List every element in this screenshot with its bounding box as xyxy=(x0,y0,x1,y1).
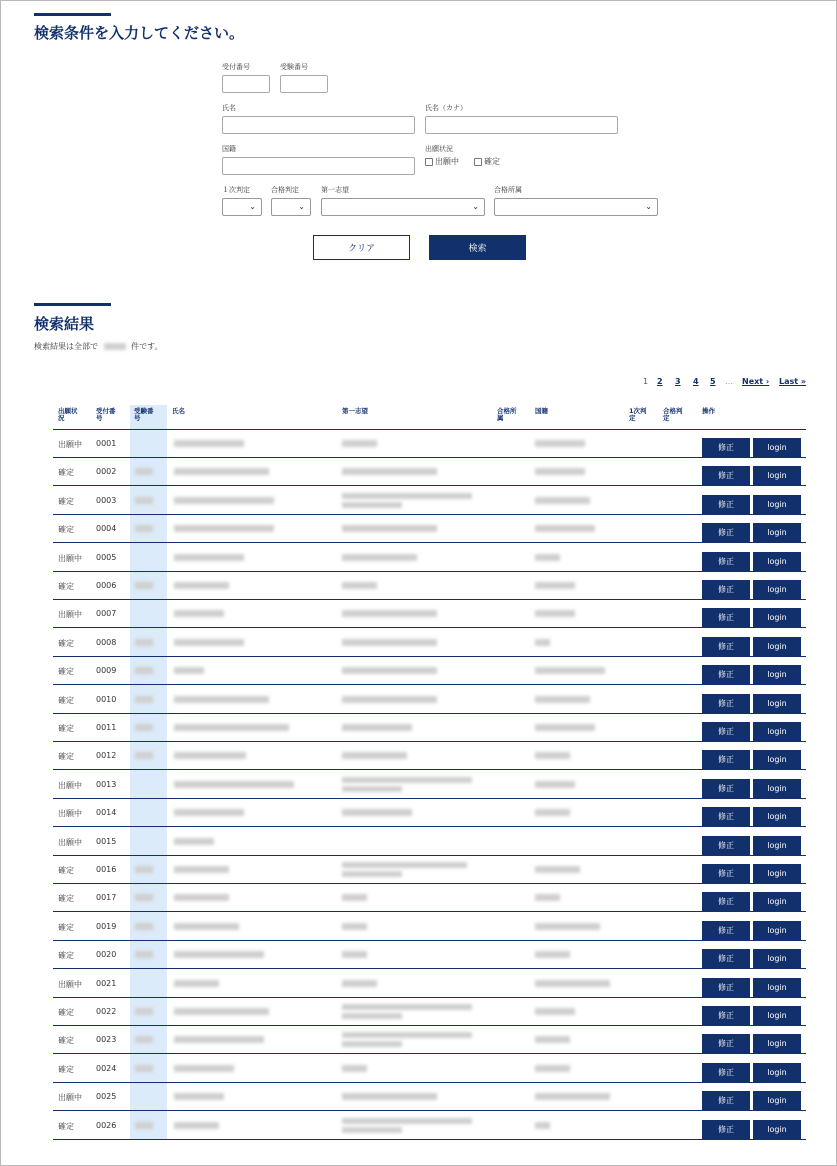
row-name-redacted xyxy=(174,1093,224,1100)
row-nationality-redacted xyxy=(535,781,575,788)
edit-button[interactable]: 修正 xyxy=(702,466,750,485)
name-input[interactable] xyxy=(222,116,415,134)
pass-affiliation-label: 合格所属 xyxy=(494,186,522,194)
row-first-choice-redacted xyxy=(342,1093,437,1100)
row-status: 確定 xyxy=(58,638,74,648)
row-exam-no-redacted xyxy=(135,752,153,759)
row-status: 出願中 xyxy=(58,809,82,819)
edit-button[interactable]: 修正 xyxy=(702,552,750,571)
row-name-redacted xyxy=(174,440,244,447)
row-first-choice-redacted xyxy=(342,610,437,617)
login-button[interactable]: login xyxy=(753,637,801,656)
row-nationality-redacted xyxy=(535,1008,575,1015)
edit-button[interactable]: 修正 xyxy=(702,1091,750,1110)
row-nationality-redacted xyxy=(535,1065,570,1072)
row-name-redacted xyxy=(174,838,214,845)
row-exam-no-redacted xyxy=(135,696,153,703)
row-nationality-redacted xyxy=(535,923,600,930)
row-first-choice-redacted xyxy=(342,1032,472,1038)
row-first-choice-redacted xyxy=(342,639,437,646)
status-label: 出願状況 xyxy=(425,145,453,153)
row-status: 確定 xyxy=(58,724,74,733)
row-nationality-redacted xyxy=(535,554,560,561)
edit-button[interactable]: 修正 xyxy=(702,722,750,741)
row-reception-no: 0023 xyxy=(96,1035,117,1045)
row-status: 確定 xyxy=(58,1121,74,1131)
login-button[interactable]: login xyxy=(753,1006,801,1025)
login-button[interactable]: login xyxy=(753,694,801,713)
page-ellipsis: … xyxy=(725,377,733,386)
row-name-redacted xyxy=(174,951,264,958)
row-nationality-redacted xyxy=(535,809,570,816)
row-name-redacted xyxy=(174,1065,234,1072)
edit-button[interactable]: 修正 xyxy=(702,523,750,542)
page-link-2[interactable]: 2 xyxy=(657,377,663,386)
row-exam-no-redacted xyxy=(135,951,153,958)
row-name-redacted xyxy=(174,639,244,646)
login-button[interactable]: login xyxy=(753,1063,801,1082)
row-status: 確定 xyxy=(58,468,74,478)
table-row xyxy=(53,970,806,998)
edit-button[interactable]: 修正 xyxy=(702,1006,750,1025)
row-status: 確定 xyxy=(58,951,74,961)
row-name-redacted xyxy=(174,667,204,674)
col-exam-no: 受験番号 xyxy=(134,407,154,422)
row-reception-no: 0004 xyxy=(96,524,117,534)
row-nationality-redacted xyxy=(535,696,590,703)
status-checkbox-confirmed-label: 確定 xyxy=(484,157,500,166)
row-status: 確定 xyxy=(58,752,74,762)
search-title: 検索条件を入力してください。 xyxy=(34,24,245,42)
login-button[interactable]: login xyxy=(753,608,801,627)
row-name-redacted xyxy=(174,923,239,930)
table-row xyxy=(53,714,806,742)
col-first-judge: 1次判定 xyxy=(629,407,647,422)
summary-prefix: 検索結果は全部で xyxy=(34,342,98,351)
row-reception-no: 0005 xyxy=(96,552,117,562)
edit-button[interactable]: 修正 xyxy=(702,949,750,968)
row-reception-no: 0015 xyxy=(96,836,117,846)
row-nationality-redacted xyxy=(535,639,550,646)
chevron-down-icon: ⌄ xyxy=(472,202,479,211)
table-row xyxy=(53,629,806,657)
page-link-4[interactable]: 4 xyxy=(693,377,699,386)
row-exam-no-redacted xyxy=(135,1122,153,1129)
results-table-header xyxy=(53,405,806,430)
exam-no-input[interactable] xyxy=(280,75,328,93)
row-name-redacted xyxy=(174,1036,264,1043)
col-first-choice: 第一志望 xyxy=(342,407,368,415)
table-row xyxy=(53,941,806,969)
row-reception-no: 0003 xyxy=(96,495,117,505)
reception-no-label: 受付番号 xyxy=(222,63,250,71)
row-exam-no-redacted xyxy=(135,923,153,930)
row-status: 出願中 xyxy=(58,553,82,563)
row-status: 出願中 xyxy=(58,979,82,989)
login-button[interactable]: login xyxy=(753,722,801,741)
name-label: 氏名 xyxy=(222,104,236,112)
row-name-redacted xyxy=(174,525,274,532)
row-nationality-redacted xyxy=(535,980,610,987)
row-name-redacted xyxy=(174,582,229,589)
row-name-redacted xyxy=(174,1122,219,1129)
row-first-choice-redacted xyxy=(342,923,367,930)
login-button[interactable]: login xyxy=(753,438,801,457)
row-status: 確定 xyxy=(58,1008,74,1017)
edit-button[interactable]: 修正 xyxy=(702,750,750,769)
row-exam-no-redacted xyxy=(135,468,153,475)
table-row xyxy=(53,799,806,827)
row-status: 出願中 xyxy=(58,780,82,790)
row-exam-no-redacted xyxy=(135,525,153,532)
row-status: 確定 xyxy=(58,866,74,875)
row-first-choice-redacted xyxy=(342,951,367,958)
results-summary xyxy=(34,341,162,352)
row-first-choice-redacted xyxy=(342,724,412,731)
row-name-redacted xyxy=(174,497,274,504)
results-title: 検索結果 xyxy=(34,315,95,333)
row-exam-no-redacted xyxy=(135,582,153,589)
row-nationality-redacted xyxy=(535,1036,570,1043)
row-first-choice-redacted xyxy=(342,493,472,499)
row-name-redacted xyxy=(174,894,229,901)
row-first-choice-redacted xyxy=(342,582,377,589)
row-nationality-redacted xyxy=(535,951,570,958)
login-button[interactable]: login xyxy=(753,892,801,911)
row-status: 確定 xyxy=(58,1036,74,1046)
row-reception-no: 0007 xyxy=(96,609,117,619)
row-first-choice-redacted xyxy=(342,667,437,674)
row-first-choice-redacted xyxy=(342,468,437,475)
row-name-redacted xyxy=(174,724,289,731)
row-exam-no-redacted xyxy=(135,497,153,504)
row-reception-no: 0009 xyxy=(96,666,117,676)
reception-no-input[interactable] xyxy=(222,75,270,93)
row-name-redacted xyxy=(174,1008,269,1015)
search-button[interactable]: 検索 xyxy=(429,235,526,260)
row-first-choice-redacted xyxy=(342,894,367,901)
row-first-choice-redacted xyxy=(342,1065,367,1072)
row-status: 確定 xyxy=(58,496,74,506)
row-nationality-redacted xyxy=(535,1093,610,1100)
col-status: 出願状況 xyxy=(58,407,78,422)
row-reception-no: 0008 xyxy=(96,637,117,647)
search-title-accent xyxy=(34,13,111,16)
table-row xyxy=(53,913,806,941)
row-exam-no-redacted xyxy=(135,724,153,731)
row-name-redacted xyxy=(174,554,244,561)
row-first-choice-redacted xyxy=(342,980,377,987)
col-reception-no: 受付番号 xyxy=(96,407,116,422)
clear-button[interactable]: クリア xyxy=(313,235,410,260)
page-link-3[interactable]: 3 xyxy=(675,377,681,386)
page-current: 1 xyxy=(643,377,649,386)
row-name-redacted xyxy=(174,610,224,617)
edit-button[interactable]: 修正 xyxy=(702,637,750,656)
edit-button[interactable]: 修正 xyxy=(702,1063,750,1082)
table-row xyxy=(53,1112,806,1140)
pagination xyxy=(637,377,807,389)
row-nationality-redacted xyxy=(535,667,605,674)
row-exam-no-redacted xyxy=(135,667,153,674)
row-name-redacted xyxy=(174,468,269,475)
first-choice-select[interactable] xyxy=(321,198,485,216)
row-reception-no: 0014 xyxy=(96,808,117,818)
login-button[interactable]: login xyxy=(753,466,801,485)
row-exam-no-redacted xyxy=(135,866,153,873)
row-status: 出願中 xyxy=(58,837,82,847)
edit-button[interactable]: 修正 xyxy=(702,921,750,940)
table-row xyxy=(53,828,806,856)
checkbox-box[interactable] xyxy=(425,158,433,166)
redacted-count xyxy=(104,343,126,350)
row-reception-no: 0017 xyxy=(96,893,117,903)
row-name-redacted xyxy=(174,696,269,703)
table-row xyxy=(53,600,806,628)
checkbox-box[interactable] xyxy=(474,158,482,166)
exam-no-label: 受験番号 xyxy=(280,63,308,71)
row-status: 出願中 xyxy=(58,440,82,449)
login-button[interactable]: login xyxy=(753,580,801,599)
edit-button[interactable]: 修正 xyxy=(702,1034,750,1053)
row-first-choice-redacted xyxy=(342,1127,402,1133)
table-row xyxy=(53,856,806,884)
row-first-choice-redacted xyxy=(342,554,417,561)
edit-button[interactable]: 修正 xyxy=(702,1120,750,1139)
row-nationality-redacted xyxy=(535,440,585,447)
edit-button[interactable]: 修正 xyxy=(702,694,750,713)
edit-button[interactable]: 修正 xyxy=(702,608,750,627)
row-name-redacted xyxy=(174,752,246,759)
edit-button[interactable]: 修正 xyxy=(702,978,750,997)
row-nationality-redacted xyxy=(535,894,560,901)
results-title-accent xyxy=(34,303,111,306)
row-reception-no: 0011 xyxy=(96,723,117,732)
table-row xyxy=(53,657,806,685)
login-button[interactable]: login xyxy=(753,807,801,826)
row-reception-no: 0025 xyxy=(96,1092,117,1102)
row-first-choice-redacted xyxy=(342,1013,402,1019)
name-kana-label: 氏名（カナ） xyxy=(425,104,467,112)
login-button[interactable]: login xyxy=(753,1120,801,1139)
login-button[interactable]: login xyxy=(753,750,801,769)
col-actions: 操作 xyxy=(702,407,715,415)
login-button[interactable]: login xyxy=(753,864,801,883)
row-status: 確定 xyxy=(58,894,74,904)
edit-button[interactable]: 修正 xyxy=(702,495,750,514)
summary-suffix: 件です。 xyxy=(131,342,163,351)
row-exam-no-redacted xyxy=(135,894,153,901)
row-first-choice-redacted xyxy=(342,1004,472,1010)
row-name-redacted xyxy=(174,781,294,788)
row-first-choice-redacted xyxy=(342,809,412,816)
row-exam-no-redacted xyxy=(135,1036,153,1043)
pass-judge-select[interactable] xyxy=(271,198,311,216)
table-row xyxy=(53,1083,806,1111)
table-row xyxy=(53,544,806,572)
table-row xyxy=(53,884,806,912)
chevron-down-icon: ⌄ xyxy=(298,202,305,211)
status-checkbox-applying[interactable] xyxy=(425,156,459,167)
row-status: 確定 xyxy=(58,922,74,932)
row-first-choice-redacted xyxy=(342,502,402,508)
row-nationality-redacted xyxy=(535,752,570,759)
table-row xyxy=(53,998,806,1026)
row-reception-no: 0026 xyxy=(96,1120,117,1130)
table-row xyxy=(53,430,806,458)
edit-button[interactable]: 修正 xyxy=(702,836,750,855)
row-status: 確定 xyxy=(58,1064,74,1074)
row-reception-no: 0013 xyxy=(96,779,117,789)
login-button[interactable]: login xyxy=(753,495,801,514)
login-button[interactable]: login xyxy=(753,836,801,855)
row-reception-no: 0019 xyxy=(96,921,117,931)
edit-button[interactable]: 修正 xyxy=(702,779,750,798)
name-kana-input[interactable] xyxy=(425,116,618,134)
edit-button[interactable]: 修正 xyxy=(702,665,750,684)
row-exam-no-redacted xyxy=(135,1065,153,1072)
row-reception-no: 0001 xyxy=(96,439,117,448)
table-row xyxy=(53,771,806,799)
col-pass-affiliation: 合格所属 xyxy=(497,407,517,422)
edit-button[interactable]: 修正 xyxy=(702,438,750,457)
row-first-choice-redacted xyxy=(342,786,402,792)
row-nationality-redacted xyxy=(535,724,595,731)
row-nationality-redacted xyxy=(535,1122,550,1129)
table-row xyxy=(53,487,806,515)
table-row xyxy=(53,1055,806,1083)
row-reception-no: 0024 xyxy=(96,1063,117,1073)
row-nationality-redacted xyxy=(535,525,595,532)
row-name-redacted xyxy=(174,866,229,873)
login-button[interactable]: login xyxy=(753,779,801,798)
row-status: 出願中 xyxy=(58,610,82,620)
chevron-down-icon: ⌄ xyxy=(645,202,652,211)
row-exam-no-redacted xyxy=(135,639,153,646)
first-choice-label: 第一志望 xyxy=(321,186,349,194)
table-row xyxy=(53,1026,806,1054)
table-row xyxy=(53,515,806,543)
row-exam-no-redacted xyxy=(135,1008,153,1015)
edit-button[interactable]: 修正 xyxy=(702,807,750,826)
row-name-redacted xyxy=(174,980,219,987)
page-link-5[interactable]: 5 xyxy=(710,377,716,386)
page-next-link[interactable]: Next › xyxy=(742,377,770,386)
pass-judge-label: 合格判定 xyxy=(271,186,299,194)
row-nationality-redacted xyxy=(535,497,590,504)
edit-button[interactable]: 修正 xyxy=(702,892,750,911)
first-judge-select[interactable] xyxy=(222,198,262,216)
row-first-choice-redacted xyxy=(342,1118,472,1124)
row-status: 確定 xyxy=(58,695,74,705)
login-button[interactable]: login xyxy=(753,665,801,684)
row-nationality-redacted xyxy=(535,468,585,475)
row-first-choice-redacted xyxy=(342,871,402,877)
row-reception-no: 0012 xyxy=(96,751,117,761)
table-row xyxy=(53,742,806,770)
login-button[interactable]: login xyxy=(753,523,801,542)
row-reception-no: 0022 xyxy=(96,1007,117,1016)
nationality-label: 国籍 xyxy=(222,145,236,153)
row-first-choice-redacted xyxy=(342,525,437,532)
row-first-choice-redacted xyxy=(342,777,472,783)
edit-button[interactable]: 修正 xyxy=(702,864,750,883)
col-pass-judge: 合格判定 xyxy=(663,407,683,422)
first-judge-label: １次判定 xyxy=(222,186,250,194)
row-nationality-redacted xyxy=(535,866,580,873)
col-name: 氏名 xyxy=(172,407,185,415)
login-button[interactable]: login xyxy=(753,552,801,571)
row-nationality-redacted xyxy=(535,610,575,617)
pass-affiliation-select[interactable] xyxy=(494,198,658,216)
row-reception-no: 0002 xyxy=(96,467,117,477)
table-row xyxy=(53,686,806,714)
row-status: 確定 xyxy=(58,667,74,677)
row-first-choice-redacted xyxy=(342,862,467,868)
page-last-link[interactable]: Last » xyxy=(779,377,807,386)
login-button[interactable]: login xyxy=(753,921,801,940)
table-row xyxy=(53,572,806,600)
row-reception-no: 0010 xyxy=(96,694,117,704)
row-first-choice-redacted xyxy=(342,440,377,447)
row-status: 出願中 xyxy=(58,1093,82,1103)
login-button[interactable]: login xyxy=(753,1091,801,1110)
row-name-redacted xyxy=(174,809,244,816)
row-reception-no: 0016 xyxy=(96,865,117,874)
edit-button[interactable]: 修正 xyxy=(702,580,750,599)
col-nationality: 国籍 xyxy=(535,407,548,415)
row-reception-no: 0006 xyxy=(96,581,117,590)
row-first-choice-redacted xyxy=(342,696,437,703)
table-row xyxy=(53,458,806,486)
status-checkbox-confirmed[interactable] xyxy=(474,156,500,167)
chevron-down-icon: ⌄ xyxy=(249,202,256,211)
login-button[interactable]: login xyxy=(753,978,801,997)
row-nationality-redacted xyxy=(535,582,575,589)
row-reception-no: 0021 xyxy=(96,978,117,988)
login-button[interactable]: login xyxy=(753,949,801,968)
status-checkbox-applying-label: 出願中 xyxy=(435,157,459,166)
row-reception-no: 0020 xyxy=(96,950,117,960)
row-status: 確定 xyxy=(58,582,74,591)
login-button[interactable]: login xyxy=(753,1034,801,1053)
row-status: 確定 xyxy=(58,525,74,535)
row-first-choice-redacted xyxy=(342,1041,402,1047)
nationality-input[interactable] xyxy=(222,157,415,175)
row-first-choice-redacted xyxy=(342,752,407,759)
